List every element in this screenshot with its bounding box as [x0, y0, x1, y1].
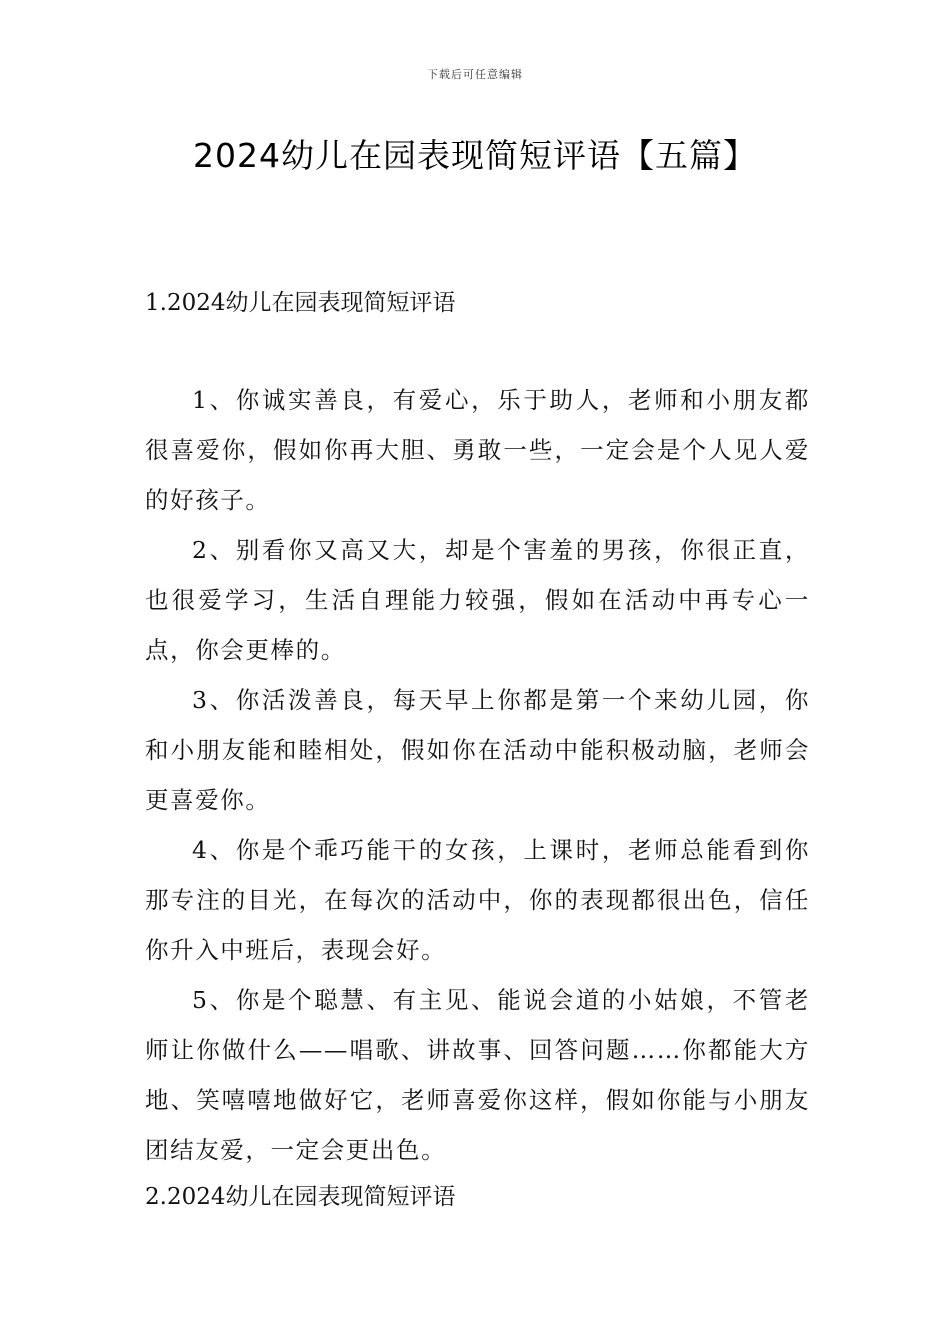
section-heading-1: 1.2024幼儿在园表现简短评语 — [145, 290, 456, 316]
paragraph-4: 4、你是个乖巧能干的女孩，上课时，老师总能看到你那专注的目光，在每次的活动中，你的表现都很出色，信任你升入中班后，表现会好。 — [145, 836, 810, 964]
section-heading-2: 2.2024幼儿在园表现简短评语 — [145, 1184, 456, 1210]
section-1-body — [145, 375, 810, 1175]
paragraph-3: 3、你活泼善良，每天早上你都是第一个来幼儿园，你和小朋友能和睦相处，假如你在活动中能积极动脑，老师会更喜爱你。 — [145, 686, 810, 814]
page-title: 2024幼儿在园表现简短评语【五篇】 — [193, 136, 757, 175]
paragraph-1: 1、你诚实善良，有爱心，乐于助人，老师和小朋友都很喜爱你，假如你再大胆、勇敢一些，一定会是个人见人爱的好孩子。 — [145, 386, 810, 514]
paragraph-2: 2、别看你又高又大，却是个害羞的男孩，你很正直，也很爱学习，生活自理能力较强，假如在活动中再专心一点，你会更棒的。 — [145, 536, 810, 664]
paragraph-5: 5、你是个聪慧、有主见、能说会道的小姑娘，不管老师让你做什么——唱歌、讲故事、回答问题……你都能大方地、笑嘻嘻地做好它，老师喜爱你这样，假如你能与小朋友团结友爱，一定会更出色。 — [145, 986, 810, 1164]
header-note: 下载后可任意编辑 — [427, 68, 523, 81]
